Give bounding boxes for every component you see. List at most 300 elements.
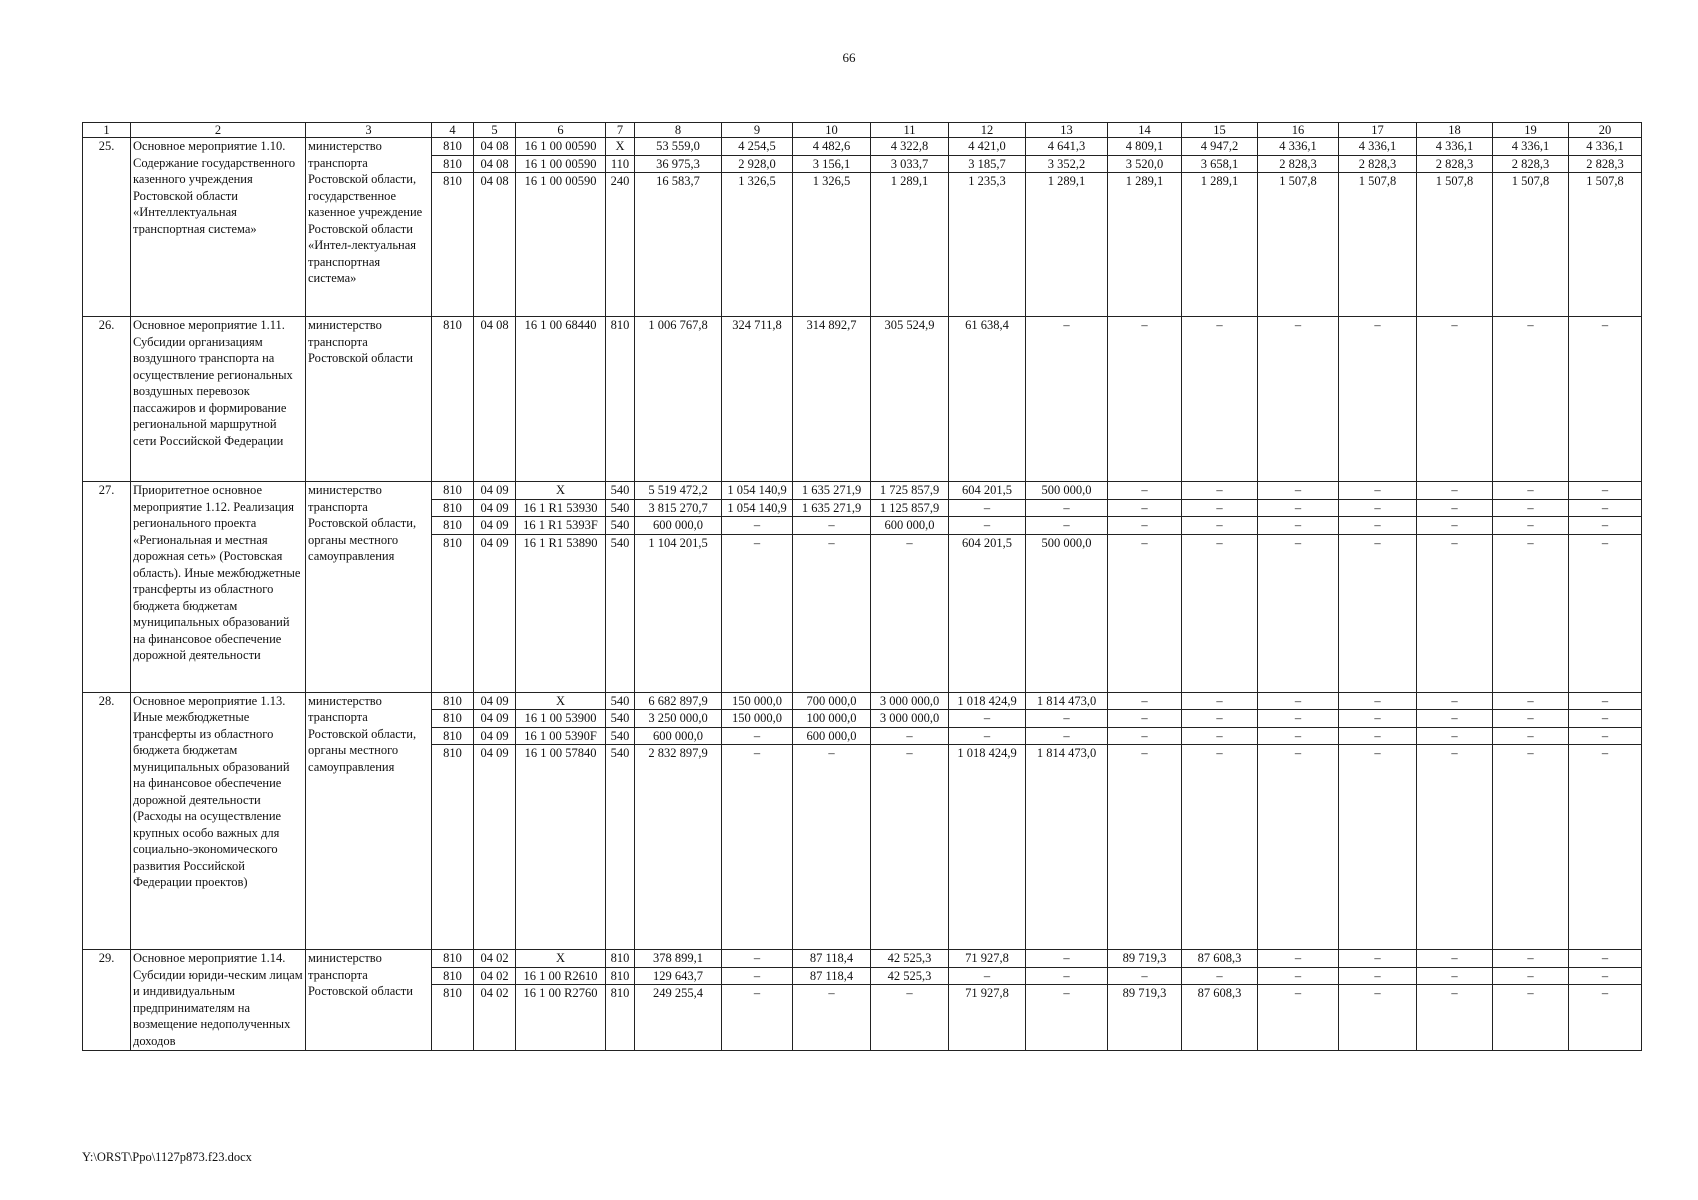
value-cell: 378 899,1 [635,950,722,968]
value-cell: 3 352,2 [1026,155,1108,173]
value-cell: 810 [432,499,474,517]
activity-name: Основное мероприятие 1.14. Субсидии юриди-ческим лицам и индивидуальным предпринимателям на возмещение недополученных доходов [131,950,306,1051]
value-cell: – [1493,317,1569,482]
value-cell: – [1182,317,1258,482]
value-cell: 810 [432,967,474,985]
value-cell: 16 1 00 00590 [516,155,606,173]
value-cell: X [516,950,606,968]
value-cell: – [1026,985,1108,1051]
header-cell: 2 [131,123,306,138]
value-cell: – [949,967,1026,985]
value-cell: – [793,985,871,1051]
value-cell: 1 507,8 [1493,173,1569,317]
value-cell: – [949,727,1026,745]
value-cell: – [1108,727,1182,745]
value-cell: 1 507,8 [1569,173,1642,317]
value-cell: 1 507,8 [1258,173,1339,317]
value-cell: 540 [606,499,635,517]
value-cell: 1 289,1 [1108,173,1182,317]
table-row [83,692,1642,710]
value-cell: 3 000 000,0 [871,710,949,728]
budget-table-container [82,122,1642,1051]
value-cell: – [1258,950,1339,968]
header-cell: 15 [1182,123,1258,138]
value-cell: – [1258,482,1339,500]
value-cell: – [1182,727,1258,745]
value-cell: 810 [432,950,474,968]
value-cell: – [1569,950,1642,968]
value-cell: 04 09 [474,745,516,950]
value-cell: – [793,745,871,950]
header-row [83,123,1642,138]
value-cell: – [1258,745,1339,950]
value-cell: 604 201,5 [949,482,1026,500]
table-row [83,317,1642,482]
value-cell: 16 1 R1 5393F [516,517,606,535]
value-cell: – [1493,482,1569,500]
value-cell: 1 235,3 [949,173,1026,317]
value-cell: 04 09 [474,482,516,500]
value-cell: 4 809,1 [1108,138,1182,156]
value-cell: – [1258,317,1339,482]
value-cell: – [1108,710,1182,728]
value-cell: 600 000,0 [793,727,871,745]
value-cell: – [1569,710,1642,728]
value-cell: – [1417,499,1493,517]
value-cell: – [722,950,793,968]
value-cell: 3 250 000,0 [635,710,722,728]
value-cell: – [1182,692,1258,710]
value-cell: 1 814 473,0 [1026,692,1108,710]
value-cell: 240 [606,173,635,317]
value-cell: 1 725 857,9 [871,482,949,500]
value-cell: 4 336,1 [1493,138,1569,156]
value-cell: 04 09 [474,534,516,692]
value-cell: 71 927,8 [949,950,1026,968]
header-cell: 11 [871,123,949,138]
value-cell: 810 [432,727,474,745]
value-cell: – [1339,317,1417,482]
value-cell: – [1493,517,1569,535]
value-cell: 540 [606,745,635,950]
value-cell: 1 814 473,0 [1026,745,1108,950]
value-cell: – [1493,499,1569,517]
value-cell: 42 525,3 [871,967,949,985]
value-cell: 4 947,2 [1182,138,1258,156]
value-cell: 1 289,1 [1182,173,1258,317]
value-cell: – [1026,727,1108,745]
value-cell: – [1417,967,1493,985]
executor-name: министерство транспорта Ростовской области [306,950,432,1051]
value-cell: 4 336,1 [1258,138,1339,156]
value-cell: 04 02 [474,967,516,985]
header-cell: 17 [1339,123,1417,138]
value-cell: 87 118,4 [793,950,871,968]
value-cell: – [1258,985,1339,1051]
value-cell: – [1417,950,1493,968]
value-cell: 04 09 [474,692,516,710]
value-cell: – [1417,692,1493,710]
header-cell: 6 [516,123,606,138]
value-cell: 600 000,0 [635,517,722,535]
value-cell: 04 08 [474,317,516,482]
value-cell: – [1182,482,1258,500]
value-cell: 16 1 00 57840 [516,745,606,950]
value-cell: 150 000,0 [722,692,793,710]
value-cell: 04 02 [474,985,516,1051]
value-cell: 1 635 271,9 [793,499,871,517]
value-cell: 87 118,4 [793,967,871,985]
header-cell: 13 [1026,123,1108,138]
value-cell: 16 1 00 68440 [516,317,606,482]
value-cell: 1 018 424,9 [949,745,1026,950]
value-cell: – [871,745,949,950]
value-cell: – [1339,985,1417,1051]
header-cell: 9 [722,123,793,138]
value-cell: 61 638,4 [949,317,1026,482]
value-cell: 810 [432,482,474,500]
value-cell: 1 104 201,5 [635,534,722,692]
value-cell: – [1493,692,1569,710]
value-cell: – [1108,692,1182,710]
value-cell: 810 [432,138,474,156]
row-number: 28. [83,692,131,950]
value-cell: 2 832 897,9 [635,745,722,950]
value-cell: – [1026,967,1108,985]
value-cell: 810 [606,950,635,968]
value-cell: – [1339,710,1417,728]
value-cell: 324 711,8 [722,317,793,482]
value-cell: – [722,727,793,745]
value-cell: 1 326,5 [722,173,793,317]
value-cell: 04 09 [474,727,516,745]
value-cell: – [722,534,793,692]
value-cell: X [606,138,635,156]
value-cell: 810 [432,517,474,535]
value-cell: 305 524,9 [871,317,949,482]
executor-name: министерство транспорта Ростовской области [306,317,432,482]
value-cell: – [1569,967,1642,985]
value-cell: 810 [432,692,474,710]
value-cell: – [1258,692,1339,710]
header-cell: 18 [1417,123,1493,138]
value-cell: – [793,517,871,535]
value-cell: 4 336,1 [1339,138,1417,156]
value-cell: 3 185,7 [949,155,1026,173]
value-cell: 2 928,0 [722,155,793,173]
row-number: 29. [83,950,131,1051]
value-cell: X [516,482,606,500]
row-number: 25. [83,138,131,317]
value-cell: – [1182,967,1258,985]
value-cell: 42 525,3 [871,950,949,968]
value-cell: 110 [606,155,635,173]
value-cell: – [1417,710,1493,728]
value-cell: – [1417,985,1493,1051]
value-cell: – [1569,985,1642,1051]
value-cell: – [1108,499,1182,517]
table-row [83,138,1642,156]
value-cell: – [1182,745,1258,950]
value-cell: 16 1 00 R2610 [516,967,606,985]
value-cell: – [1182,710,1258,728]
value-cell: – [1493,985,1569,1051]
value-cell: 3 033,7 [871,155,949,173]
value-cell: – [1417,517,1493,535]
value-cell: 810 [432,155,474,173]
value-cell: – [949,499,1026,517]
value-cell: 1 054 140,9 [722,499,793,517]
header-cell: 14 [1108,123,1182,138]
value-cell: – [1258,967,1339,985]
value-cell: 87 608,3 [1182,950,1258,968]
activity-name: Основное мероприятие 1.11. Субсидии организациям воздушного транспорта на осуществление региональных воздушных перевозок пассажиров и формирование региональной маршрутной сети Российской Федерации [131,317,306,482]
value-cell: 1 507,8 [1339,173,1417,317]
value-cell: – [1569,692,1642,710]
value-cell: 600 000,0 [635,727,722,745]
value-cell: – [722,985,793,1051]
value-cell: 16 1 00 5390F [516,727,606,745]
value-cell: 2 828,3 [1417,155,1493,173]
value-cell: 314 892,7 [793,317,871,482]
value-cell: 04 09 [474,710,516,728]
value-cell: 16 1 00 53900 [516,710,606,728]
value-cell: 540 [606,482,635,500]
value-cell: – [1108,517,1182,535]
header-cell: 4 [432,123,474,138]
value-cell: – [1339,534,1417,692]
value-cell: 1 507,8 [1417,173,1493,317]
value-cell: 6 682 897,9 [635,692,722,710]
header-cell: 7 [606,123,635,138]
value-cell: – [1569,482,1642,500]
value-cell: – [1569,517,1642,535]
value-cell: 04 08 [474,173,516,317]
header-cell: 8 [635,123,722,138]
value-cell: – [1182,517,1258,535]
value-cell: 87 608,3 [1182,985,1258,1051]
value-cell: – [1026,710,1108,728]
value-cell: 4 254,5 [722,138,793,156]
value-cell: – [1493,950,1569,968]
value-cell: – [1108,534,1182,692]
value-cell: – [1417,745,1493,950]
value-cell: 3 658,1 [1182,155,1258,173]
value-cell: 4 641,3 [1026,138,1108,156]
header-cell: 5 [474,123,516,138]
value-cell: – [1258,517,1339,535]
value-cell: – [1493,534,1569,692]
value-cell: – [1339,727,1417,745]
value-cell: 16 1 00 00590 [516,173,606,317]
value-cell: 1 125 857,9 [871,499,949,517]
value-cell: 16 1 R1 53930 [516,499,606,517]
row-number: 26. [83,317,131,482]
activity-name: Приоритетное основное мероприятие 1.12. Реализация регионального проекта «Региональная и местная дорожная сеть» (Ростовская область). Иные межбюджетные трансферты из областного бюджета бюджетам муниципальных образований на финансовое обеспечение дорожной деятельности [131,482,306,693]
value-cell: – [793,534,871,692]
value-cell: – [1569,499,1642,517]
table-row [83,950,1642,968]
value-cell: 89 719,3 [1108,950,1182,968]
value-cell: – [1417,482,1493,500]
value-cell: – [1258,710,1339,728]
header-cell: 19 [1493,123,1569,138]
value-cell: – [1339,482,1417,500]
value-cell: 810 [606,985,635,1051]
header-cell: 16 [1258,123,1339,138]
value-cell: – [1026,950,1108,968]
value-cell: – [1026,317,1108,482]
value-cell: – [1339,967,1417,985]
value-cell: 129 643,7 [635,967,722,985]
value-cell: – [1339,745,1417,950]
value-cell: – [1182,534,1258,692]
activity-name: Основное мероприятие 1.13. Иные межбюджетные трансферты из областного бюджета бюджетам муниципальных образований на финансовое обеспечение дорожной деятельности (Расходы на осуществление крупных особо важных для социально-экономического развития Российской Федерации проектов) [131,692,306,950]
value-cell: 2 828,3 [1258,155,1339,173]
value-cell: – [1026,517,1108,535]
header-cell: 1 [83,123,131,138]
value-cell: – [1569,534,1642,692]
value-cell: – [1108,967,1182,985]
value-cell: – [1569,317,1642,482]
value-cell: 4 336,1 [1417,138,1493,156]
value-cell: 4 336,1 [1569,138,1642,156]
value-cell: – [1339,950,1417,968]
value-cell: 04 08 [474,138,516,156]
value-cell: – [1339,517,1417,535]
value-cell: – [1258,534,1339,692]
value-cell: – [871,727,949,745]
value-cell: – [1493,967,1569,985]
value-cell: – [1417,317,1493,482]
value-cell: 540 [606,534,635,692]
value-cell: – [1108,317,1182,482]
budget-table [82,122,1642,1051]
header-cell: 12 [949,123,1026,138]
value-cell: – [1258,499,1339,517]
value-cell: 600 000,0 [871,517,949,535]
value-cell: – [1493,710,1569,728]
value-cell: 89 719,3 [1108,985,1182,1051]
value-cell: 100 000,0 [793,710,871,728]
value-cell: – [1108,482,1182,500]
value-cell: 500 000,0 [1026,482,1108,500]
value-cell: 700 000,0 [793,692,871,710]
value-cell: – [722,967,793,985]
value-cell: 36 975,3 [635,155,722,173]
value-cell: 04 09 [474,499,516,517]
value-cell: 810 [432,985,474,1051]
value-cell: 249 255,4 [635,985,722,1051]
executor-name: министерство транспорта Ростовской области, государственное казенное учреждение Ростовской области «Интел-лектуальная транспортная система» [306,138,432,317]
value-cell: 1 289,1 [1026,173,1108,317]
value-cell: 1 006 767,8 [635,317,722,482]
value-cell: – [1108,745,1182,950]
value-cell: 604 201,5 [949,534,1026,692]
row-number: 27. [83,482,131,693]
value-cell: 53 559,0 [635,138,722,156]
value-cell: 810 [606,317,635,482]
value-cell: 1 289,1 [871,173,949,317]
value-cell: 16 1 00 R2760 [516,985,606,1051]
value-cell: – [949,710,1026,728]
value-cell: 16 583,7 [635,173,722,317]
value-cell: 810 [432,534,474,692]
value-cell: – [1417,534,1493,692]
value-cell: – [1339,692,1417,710]
value-cell: 540 [606,517,635,535]
value-cell: 2 828,3 [1339,155,1417,173]
value-cell: 3 815 270,7 [635,499,722,517]
value-cell: – [871,534,949,692]
value-cell: – [871,985,949,1051]
value-cell: 2 828,3 [1569,155,1642,173]
header-cell: 20 [1569,123,1642,138]
value-cell: 3 520,0 [1108,155,1182,173]
value-cell: 540 [606,727,635,745]
header-cell: 3 [306,123,432,138]
value-cell: 04 09 [474,517,516,535]
value-cell: 810 [432,173,474,317]
value-cell: – [1339,499,1417,517]
value-cell: 4 322,8 [871,138,949,156]
value-cell: 71 927,8 [949,985,1026,1051]
value-cell: 810 [432,317,474,482]
table-row [83,482,1642,500]
value-cell: – [1258,727,1339,745]
value-cell: 3 000 000,0 [871,692,949,710]
value-cell: – [1493,745,1569,950]
value-cell: – [1493,727,1569,745]
value-cell: 5 519 472,2 [635,482,722,500]
value-cell: 1 018 424,9 [949,692,1026,710]
value-cell: 1 326,5 [793,173,871,317]
value-cell: 4 482,6 [793,138,871,156]
value-cell: 150 000,0 [722,710,793,728]
value-cell: – [1182,499,1258,517]
value-cell: 540 [606,692,635,710]
executor-name: министерство транспорта Ростовской области, органы местного самоуправления [306,692,432,950]
value-cell: 810 [606,967,635,985]
executor-name: министерство транспорта Ростовской области, органы местного самоуправления [306,482,432,693]
footer-file-path: Y:\ORST\Ppo\1127p873.f23.docx [82,1150,252,1164]
page-number: 66 [842,50,856,65]
value-cell: 16 1 00 00590 [516,138,606,156]
value-cell: 1 054 140,9 [722,482,793,500]
value-cell: – [1569,727,1642,745]
value-cell: 540 [606,710,635,728]
activity-name: Основное мероприятие 1.10. Содержание государственного казенного учреждения Ростовской области «Интеллектуальная транспортная система» [131,138,306,317]
value-cell: 2 828,3 [1493,155,1569,173]
value-cell: 4 421,0 [949,138,1026,156]
value-cell: 04 08 [474,155,516,173]
value-cell: 810 [432,745,474,950]
value-cell: 04 02 [474,950,516,968]
value-cell: 810 [432,710,474,728]
value-cell: – [1417,727,1493,745]
header-cell: 10 [793,123,871,138]
value-cell: – [1026,499,1108,517]
value-cell: 3 156,1 [793,155,871,173]
value-cell: 1 635 271,9 [793,482,871,500]
value-cell: 500 000,0 [1026,534,1108,692]
value-cell: – [949,517,1026,535]
value-cell: – [722,745,793,950]
value-cell: 16 1 R1 53890 [516,534,606,692]
value-cell: X [516,692,606,710]
value-cell: – [722,517,793,535]
value-cell: – [1569,745,1642,950]
